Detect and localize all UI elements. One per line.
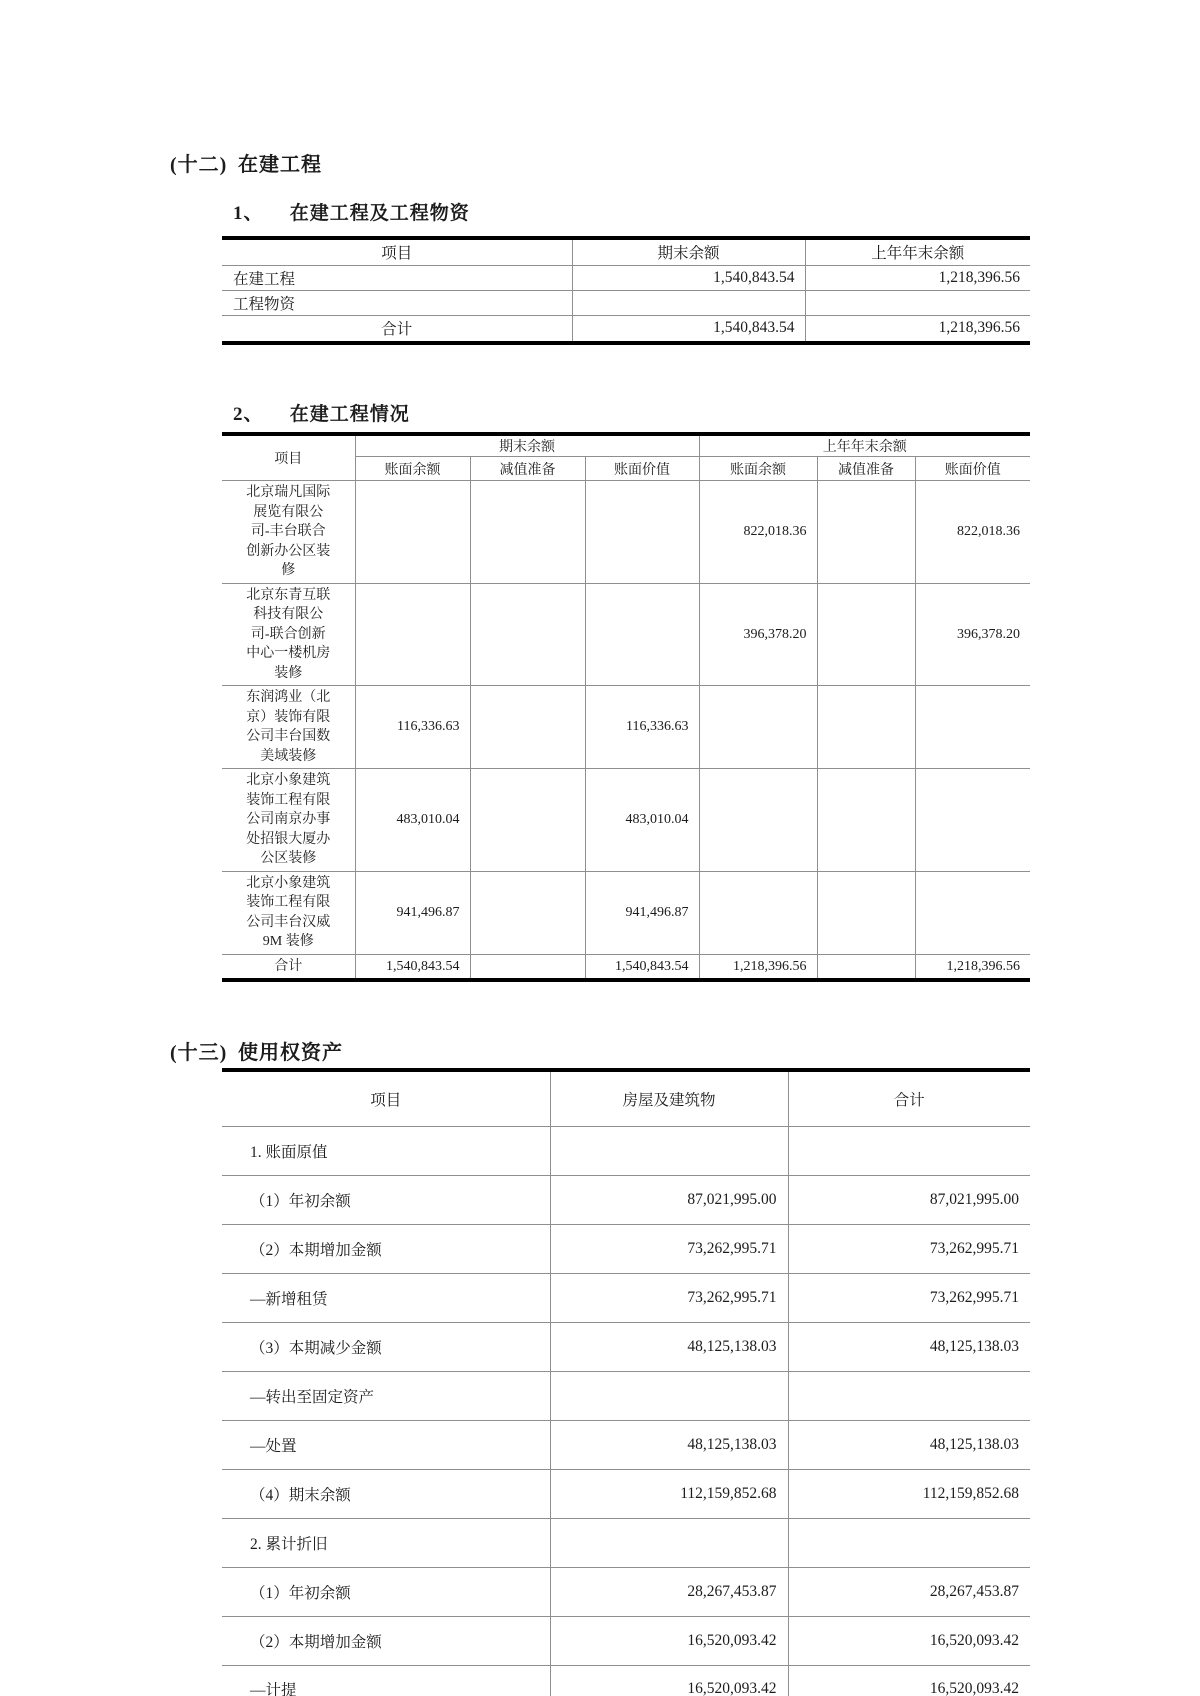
section-13-label: (十三) [170,1042,228,1064]
cell-value [915,871,1030,954]
cell-value: 1,218,396.56 [805,315,1030,343]
row-label: —处置 [222,1420,550,1469]
cell-value: 73,262,995.71 [788,1224,1030,1273]
column-header-item: 项目 [222,1070,550,1126]
cell-value: 822,018.36 [915,481,1030,584]
subsection-1-label: 1、 [233,203,264,224]
section-12-title: 在建工程 [238,154,322,176]
row-label: （1）年初余额 [222,1567,550,1616]
cell-value: 116,336.63 [585,686,699,769]
table-row [222,265,1030,290]
cell-value [550,1371,788,1420]
table-header-row [222,1070,1030,1126]
cell-value: 16,520,093.42 [550,1616,788,1665]
table-total-row [222,954,1030,980]
cell-value: 16,520,093.42 [550,1665,788,1696]
cell-value: 48,125,138.03 [788,1420,1030,1469]
cell-value: 396,378.20 [915,583,1030,686]
cell-value: 16,520,093.42 [788,1616,1030,1665]
table-row [222,1126,1030,1175]
cell-value: 941,496.87 [355,871,470,954]
cell-value [817,481,915,584]
cell-value: 1,218,396.56 [915,954,1030,980]
cell-value [470,871,585,954]
column-header-impairment: 减值准备 [470,457,585,481]
cell-value [817,583,915,686]
row-label: 1. 账面原值 [222,1126,550,1175]
row-label: 在建工程 [222,265,572,290]
table-row [222,1616,1030,1665]
table-row [222,1665,1030,1696]
cip-detail-table [222,432,1030,982]
section-heading-13 [170,1036,1200,1065]
subsection-1-title: 在建工程及工程物资 [289,203,470,224]
cell-value: 28,267,453.87 [788,1567,1030,1616]
cell-value [788,1371,1030,1420]
row-label: 北京小象建筑装饰工程有限公司南京办事处招银大厦办公区装修 [222,769,355,872]
cell-value [572,290,805,315]
cell-value: 48,125,138.03 [550,1322,788,1371]
cell-value [915,686,1030,769]
table-row [222,1322,1030,1371]
table-row [222,686,1030,769]
row-label: （3）本期减少金额 [222,1322,550,1371]
cell-value [699,769,817,872]
cell-value: 16,520,093.42 [788,1665,1030,1696]
cell-value [699,871,817,954]
table-header-row [222,238,1030,265]
cell-value [805,290,1030,315]
table-group-header-row [222,434,1030,457]
cell-value [788,1126,1030,1175]
row-label: —转出至固定资产 [222,1371,550,1420]
column-header-book-value: 账面价值 [915,457,1030,481]
row-label: 北京瑞凡国际展览有限公司-丰台联合创新办公区装修 [222,481,355,584]
column-header-total: 合计 [788,1070,1030,1126]
cell-value: 483,010.04 [355,769,470,872]
subsection-2-title: 在建工程情况 [289,404,410,425]
cell-value: 822,018.36 [699,481,817,584]
table-row [222,769,1030,872]
table-row [222,1567,1030,1616]
cell-value: 112,159,852.68 [788,1469,1030,1518]
section-12-label: (十二) [170,154,228,176]
subsection-2-label: 2、 [233,404,264,425]
table-row [222,1469,1030,1518]
row-label: （1）年初余额 [222,1175,550,1224]
row-label: 东润鸿业（北京）装饰有限公司丰台国数美域装修 [222,686,355,769]
subsection-heading-1 [233,198,1200,225]
cell-value [817,871,915,954]
cell-value: 396,378.20 [699,583,817,686]
cell-value: 1,540,843.54 [585,954,699,980]
row-label: —计提 [222,1665,550,1696]
table-row [222,1175,1030,1224]
cell-value: 48,125,138.03 [788,1322,1030,1371]
cell-value: 112,159,852.68 [550,1469,788,1518]
table-row [222,481,1030,584]
cell-value: 1,540,843.54 [355,954,470,980]
row-label: 北京小象建筑装饰工程有限公司丰台汉威9M 装修 [222,871,355,954]
row-label: （2）本期增加金额 [222,1224,550,1273]
cell-value [585,583,699,686]
column-header-book-value: 账面价值 [585,457,699,481]
subsection-heading-2 [233,399,1200,426]
table-total-row [222,315,1030,343]
cell-value: 941,496.87 [585,871,699,954]
row-label: 北京东青互联科技有限公司-联合创新中心一楼机房装修 [222,583,355,686]
row-label: （2）本期增加金额 [222,1616,550,1665]
section-heading-12 [0,0,1200,177]
table-row [222,1371,1030,1420]
cell-value: 1,540,843.54 [572,265,805,290]
row-label: （4）期末余额 [222,1469,550,1518]
cell-value: 1,540,843.54 [572,315,805,343]
column-header-buildings: 房屋及建筑物 [550,1070,788,1126]
cell-value: 73,262,995.71 [550,1273,788,1322]
cell-value: 73,262,995.71 [788,1273,1030,1322]
cell-value [817,686,915,769]
row-label-total: 合计 [222,315,572,343]
cell-value [817,769,915,872]
cell-value [585,481,699,584]
cell-value [470,686,585,769]
row-label-total: 合计 [222,954,355,980]
cell-value [550,1126,788,1175]
group-header-beginning: 上年年末余额 [699,434,1030,457]
table-row [222,871,1030,954]
table-row [222,1273,1030,1322]
cell-value [355,583,470,686]
cell-value: 1,218,396.56 [699,954,817,980]
cell-value [788,1518,1030,1567]
cell-value: 483,010.04 [585,769,699,872]
table-row [222,1420,1030,1469]
column-header-book-balance: 账面余额 [699,457,817,481]
group-header-ending: 期末余额 [355,434,699,457]
cell-value [550,1518,788,1567]
cell-value: 87,021,995.00 [550,1175,788,1224]
cell-value [817,954,915,980]
cell-value [470,583,585,686]
cell-value: 1,218,396.56 [805,265,1030,290]
cip-summary-table [222,236,1030,345]
table-row [222,1224,1030,1273]
cell-value: 116,336.63 [355,686,470,769]
row-label: —新增租赁 [222,1273,550,1322]
section-13-title: 使用权资产 [238,1042,343,1064]
column-header-beginning: 上年年末余额 [805,238,1030,265]
column-header-item: 项目 [222,238,572,265]
cell-value [699,686,817,769]
cell-value: 87,021,995.00 [788,1175,1030,1224]
rou-assets-table [222,1068,1030,1696]
column-header-ending: 期末余额 [572,238,805,265]
cell-value [915,769,1030,872]
row-label: 2. 累计折旧 [222,1518,550,1567]
cell-value [470,769,585,872]
column-header-book-balance: 账面余额 [355,457,470,481]
table-row [222,290,1030,315]
column-header-impairment: 减值准备 [817,457,915,481]
cell-value [470,481,585,584]
column-header-item: 项目 [222,434,355,481]
table-row [222,583,1030,686]
cell-value: 28,267,453.87 [550,1567,788,1616]
cell-value [355,481,470,584]
table-row [222,1518,1030,1567]
cell-value [470,954,585,980]
cell-value: 48,125,138.03 [550,1420,788,1469]
cell-value: 73,262,995.71 [550,1224,788,1273]
row-label: 工程物资 [222,290,572,315]
